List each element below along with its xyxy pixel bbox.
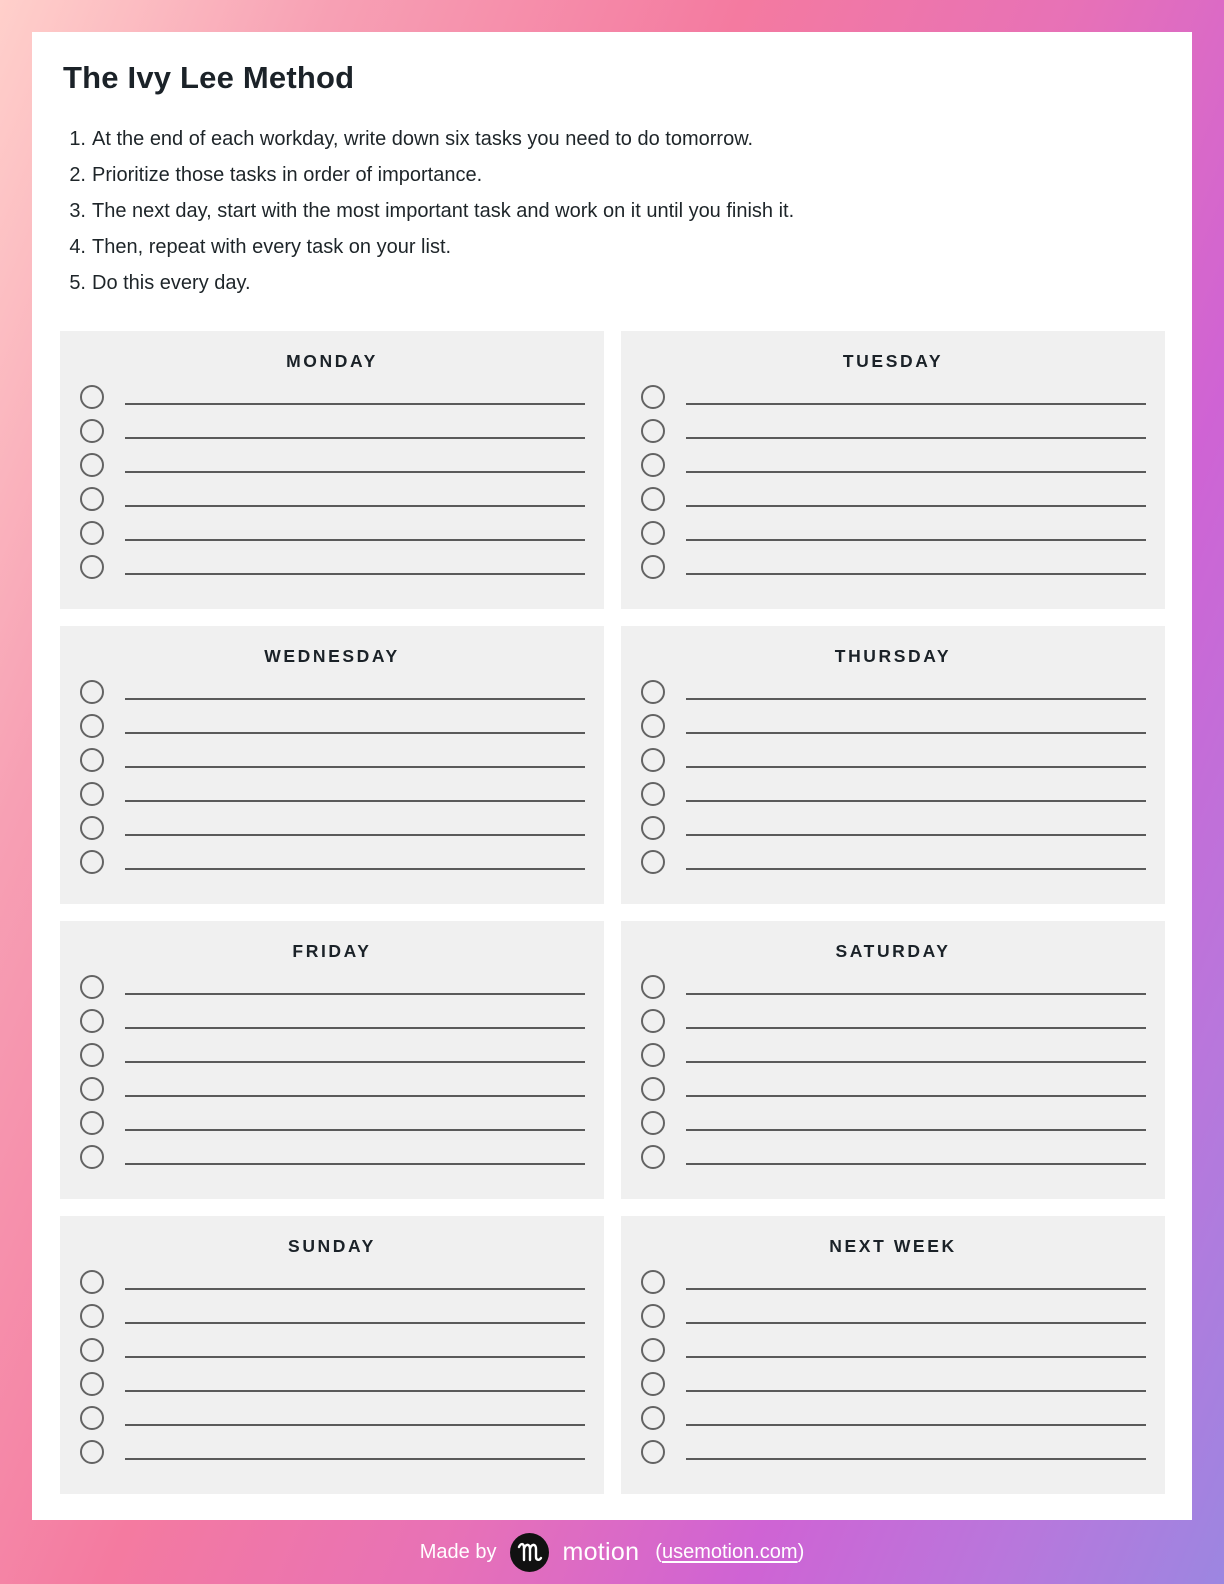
day-card-wednesday — [60, 626, 604, 904]
task-checkbox[interactable] — [80, 1372, 104, 1396]
task-row — [621, 743, 1165, 777]
task-line-input[interactable] — [686, 1356, 1146, 1358]
task-line-input[interactable] — [125, 471, 585, 473]
task-row — [621, 516, 1165, 550]
task-row — [621, 1367, 1165, 1401]
instruction-step — [63, 193, 794, 229]
task-row — [60, 380, 604, 414]
task-line-input[interactable] — [686, 1424, 1146, 1426]
task-line-input[interactable] — [686, 1129, 1146, 1131]
task-checkbox[interactable] — [641, 1406, 665, 1430]
task-row — [60, 845, 604, 879]
task-checkbox[interactable] — [641, 1372, 665, 1396]
task-row — [60, 1401, 604, 1435]
task-line-input[interactable] — [125, 437, 585, 439]
day-card-thursday — [621, 626, 1165, 904]
day-card-title: TUESDAY — [842, 351, 944, 371]
task-checkbox[interactable] — [80, 1077, 104, 1101]
task-line-input[interactable] — [125, 1163, 585, 1165]
task-line-input[interactable] — [686, 1061, 1146, 1063]
task-line-input[interactable] — [125, 1390, 585, 1392]
task-row — [60, 1106, 604, 1140]
task-checkbox[interactable] — [80, 1043, 104, 1067]
task-line-input[interactable] — [686, 1390, 1146, 1392]
task-line-input[interactable] — [686, 834, 1146, 836]
task-row — [621, 1106, 1165, 1140]
step-number: 4. — [69, 236, 86, 258]
made-by-label: Made by — [419, 1540, 497, 1563]
task-line-input[interactable] — [125, 1095, 585, 1097]
task-line-input[interactable] — [686, 766, 1146, 768]
task-row — [621, 1038, 1165, 1072]
step-number: 1. — [69, 128, 86, 150]
task-checkbox[interactable] — [80, 521, 104, 545]
day-card-monday — [60, 331, 604, 609]
task-checkbox[interactable] — [80, 453, 104, 477]
task-row — [621, 1299, 1165, 1333]
task-line-input[interactable] — [686, 471, 1146, 473]
task-row — [60, 675, 604, 709]
day-card-title: SUNDAY — [288, 1236, 376, 1256]
task-checkbox[interactable] — [80, 680, 104, 704]
link-close-paren: ) — [797, 1540, 805, 1563]
task-line-input[interactable] — [125, 766, 585, 768]
task-line-input[interactable] — [686, 868, 1146, 870]
task-checkbox[interactable] — [641, 816, 665, 840]
step-text: The next day, start with the most important task and work on it until you finish it. — [92, 200, 795, 222]
task-checkbox[interactable] — [80, 1270, 104, 1294]
task-checkbox[interactable] — [80, 419, 104, 443]
step-number: 5. — [69, 272, 86, 294]
task-row — [621, 811, 1165, 845]
task-checkbox[interactable] — [641, 1111, 665, 1135]
day-card-saturday — [621, 921, 1165, 1199]
step-text: Then, repeat with every task on your list. — [92, 236, 452, 258]
task-line-input[interactable] — [686, 1163, 1146, 1165]
day-card-title: MONDAY — [286, 351, 378, 371]
task-row — [621, 414, 1165, 448]
task-line-input[interactable] — [686, 1288, 1146, 1290]
task-row — [60, 1333, 604, 1367]
task-line-input[interactable] — [686, 505, 1146, 507]
step-text: Do this every day. — [92, 272, 251, 294]
task-checkbox[interactable] — [80, 385, 104, 409]
task-row — [621, 1140, 1165, 1174]
task-line-input[interactable] — [686, 539, 1146, 541]
task-row — [60, 1004, 604, 1038]
task-checkbox[interactable] — [80, 1145, 104, 1169]
footer — [0, 1520, 1224, 1584]
task-line-input[interactable] — [125, 1129, 585, 1131]
task-checkbox[interactable] — [80, 1406, 104, 1430]
task-row — [621, 1401, 1165, 1435]
task-row — [60, 1038, 604, 1072]
task-checkbox[interactable] — [641, 1145, 665, 1169]
task-checkbox[interactable] — [641, 1338, 665, 1362]
task-checkbox[interactable] — [80, 816, 104, 840]
task-checkbox[interactable] — [641, 453, 665, 477]
instruction-step — [63, 121, 794, 157]
task-row — [621, 709, 1165, 743]
task-checkbox[interactable] — [641, 385, 665, 409]
task-row — [621, 1265, 1165, 1299]
step-number: 2. — [69, 164, 86, 186]
task-line-input[interactable] — [686, 437, 1146, 439]
task-row — [60, 414, 604, 448]
task-line-input[interactable] — [125, 573, 585, 575]
task-checkbox[interactable] — [80, 1338, 104, 1362]
task-checkbox[interactable] — [80, 714, 104, 738]
day-card-title: NEXT WEEK — [829, 1236, 957, 1256]
motion-brand-name: motion — [562, 1537, 640, 1566]
task-line-input[interactable] — [125, 800, 585, 802]
step-number: 3. — [69, 200, 86, 222]
day-card-next-week — [621, 1216, 1165, 1494]
day-card-sunday — [60, 1216, 604, 1494]
weekly-planner-grid — [60, 331, 1165, 1494]
task-checkbox[interactable] — [80, 850, 104, 874]
day-card-friday — [60, 921, 604, 1199]
task-checkbox[interactable] — [80, 487, 104, 511]
task-row — [621, 380, 1165, 414]
task-checkbox[interactable] — [80, 555, 104, 579]
task-checkbox[interactable] — [641, 748, 665, 772]
instructions-list — [63, 121, 794, 301]
task-row — [621, 550, 1165, 584]
task-row — [60, 516, 604, 550]
task-line-input[interactable] — [125, 1458, 585, 1460]
task-checkbox[interactable] — [641, 1270, 665, 1294]
task-line-input[interactable] — [686, 800, 1146, 802]
task-row — [621, 1004, 1165, 1038]
task-row — [621, 1435, 1165, 1469]
task-line-input[interactable] — [686, 732, 1146, 734]
task-line-input[interactable] — [686, 573, 1146, 575]
task-checkbox[interactable] — [80, 748, 104, 772]
task-checkbox[interactable] — [641, 1077, 665, 1101]
task-checkbox[interactable] — [641, 714, 665, 738]
day-card-title: FRIDAY — [292, 941, 372, 961]
task-line-input[interactable] — [125, 1322, 585, 1324]
task-row — [60, 482, 604, 516]
day-card-title: SATURDAY — [835, 941, 951, 961]
task-row — [60, 448, 604, 482]
task-line-input[interactable] — [686, 1027, 1146, 1029]
task-checkbox[interactable] — [80, 975, 104, 999]
task-line-input[interactable] — [686, 1095, 1146, 1097]
task-row — [60, 1367, 604, 1401]
task-line-input[interactable] — [686, 403, 1146, 405]
task-row — [60, 777, 604, 811]
usemotion-link[interactable] — [655, 1541, 804, 1564]
task-row — [60, 1265, 604, 1299]
task-row — [60, 811, 604, 845]
task-checkbox[interactable] — [641, 555, 665, 579]
step-text: At the end of each workday, write down six tasks you need to do tomorrow. — [92, 128, 754, 150]
day-card-title: WEDNESDAY — [264, 646, 400, 666]
link-url-text: usemotion.com — [661, 1540, 798, 1563]
task-row — [621, 1333, 1165, 1367]
task-checkbox[interactable] — [80, 782, 104, 806]
task-checkbox[interactable] — [641, 521, 665, 545]
task-row — [60, 743, 604, 777]
task-checkbox[interactable] — [641, 419, 665, 443]
link-open-paren: ( — [655, 1540, 662, 1563]
task-row — [60, 709, 604, 743]
task-line-input[interactable] — [686, 993, 1146, 995]
instruction-step — [63, 265, 794, 301]
printable-sheet — [32, 32, 1192, 1520]
task-row — [621, 675, 1165, 709]
task-checkbox[interactable] — [641, 1440, 665, 1464]
page-title: The Ivy Lee Method — [63, 60, 355, 95]
task-checkbox[interactable] — [641, 782, 665, 806]
task-row — [621, 1072, 1165, 1106]
task-line-input[interactable] — [125, 539, 585, 541]
task-line-input[interactable] — [125, 732, 585, 734]
task-checkbox[interactable] — [80, 1111, 104, 1135]
task-line-input[interactable] — [125, 403, 585, 405]
instruction-step — [63, 157, 794, 193]
task-line-input[interactable] — [686, 1458, 1146, 1460]
day-card-title: THURSDAY — [834, 646, 952, 666]
task-checkbox[interactable] — [80, 1009, 104, 1033]
task-line-input[interactable] — [125, 1061, 585, 1063]
task-line-input[interactable] — [125, 1027, 585, 1029]
task-line-input[interactable] — [125, 834, 585, 836]
task-row — [621, 448, 1165, 482]
step-text: Prioritize those tasks in order of importance. — [92, 164, 483, 186]
task-checkbox[interactable] — [641, 1043, 665, 1067]
task-line-input[interactable] — [686, 698, 1146, 700]
task-checkbox[interactable] — [641, 975, 665, 999]
task-line-input[interactable] — [125, 1424, 585, 1426]
task-line-input[interactable] — [125, 1288, 585, 1290]
task-checkbox[interactable] — [641, 1304, 665, 1328]
task-line-input[interactable] — [686, 1322, 1146, 1324]
task-row — [60, 550, 604, 584]
task-line-input[interactable] — [125, 993, 585, 995]
task-checkbox[interactable] — [641, 680, 665, 704]
task-line-input[interactable] — [125, 505, 585, 507]
task-checkbox[interactable] — [641, 487, 665, 511]
motion-logo-icon — [510, 1533, 549, 1572]
task-line-input[interactable] — [125, 698, 585, 700]
task-checkbox[interactable] — [641, 850, 665, 874]
instruction-step — [63, 229, 794, 265]
day-card-tuesday — [621, 331, 1165, 609]
task-checkbox[interactable] — [80, 1440, 104, 1464]
task-row — [60, 1140, 604, 1174]
task-row — [621, 777, 1165, 811]
task-line-input[interactable] — [125, 1356, 585, 1358]
task-line-input[interactable] — [125, 868, 585, 870]
task-row — [60, 970, 604, 1004]
task-row — [621, 970, 1165, 1004]
task-row — [60, 1299, 604, 1333]
task-row — [60, 1072, 604, 1106]
task-row — [621, 482, 1165, 516]
task-checkbox[interactable] — [641, 1009, 665, 1033]
task-row — [621, 845, 1165, 879]
task-row — [60, 1435, 604, 1469]
task-checkbox[interactable] — [80, 1304, 104, 1328]
